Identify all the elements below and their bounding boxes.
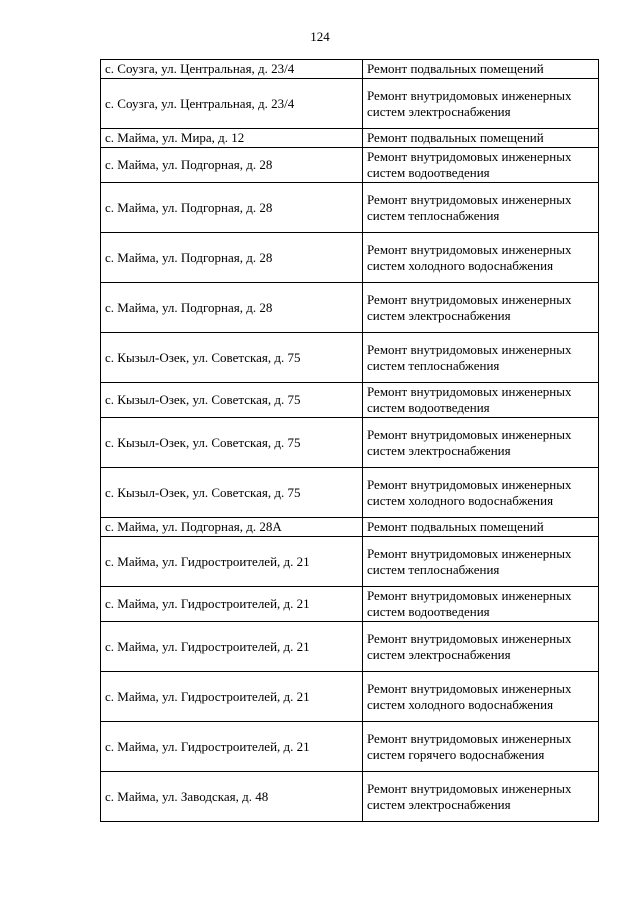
table-row [101,183,599,233]
work-cell: Ремонт внутридомовых инженерных систем теплоснабжения [363,537,599,587]
address-cell: с. Кызыл-Озек, ул. Советская, д. 75 [101,383,363,418]
address-cell: с. Кызыл-Озек, ул. Советская, д. 75 [101,468,363,518]
work-cell: Ремонт внутридомовых инженерных систем теплоснабжения [363,183,599,233]
work-cell: Ремонт подвальных помещений [363,60,599,79]
table-row [101,79,599,129]
table-row [101,537,599,587]
table-row [101,518,599,537]
work-cell: Ремонт внутридомовых инженерных систем горячего водоснабжения [363,722,599,772]
table-row [101,418,599,468]
table-row [101,148,599,183]
table-row [101,672,599,722]
address-cell: с. Майма, ул. Мира, д. 12 [101,129,363,148]
address-cell: с. Майма, ул. Подгорная, д. 28А [101,518,363,537]
page-number: 124 [310,29,330,44]
address-cell: с. Майма, ул. Гидростроителей, д. 21 [101,587,363,622]
works-table [100,59,599,822]
address-cell: с. Майма, ул. Подгорная, д. 28 [101,148,363,183]
address-cell: с. Майма, ул. Гидростроителей, д. 21 [101,537,363,587]
table-row [101,622,599,672]
address-cell: с. Кызыл-Озек, ул. Советская, д. 75 [101,333,363,383]
table-row [101,129,599,148]
work-cell: Ремонт внутридомовых инженерных систем холодного водоснабжения [363,233,599,283]
work-cell: Ремонт внутридомовых инженерных систем электроснабжения [363,79,599,129]
work-cell: Ремонт подвальных помещений [363,129,599,148]
table-row [101,468,599,518]
work-cell: Ремонт внутридомовых инженерных систем водоотведения [363,148,599,183]
work-cell: Ремонт внутридомовых инженерных систем холодного водоснабжения [363,672,599,722]
address-cell: с. Соузга, ул. Центральная, д. 23/4 [101,60,363,79]
work-cell: Ремонт подвальных помещений [363,518,599,537]
address-cell: с. Майма, ул. Подгорная, д. 28 [101,183,363,233]
work-cell: Ремонт внутридомовых инженерных систем холодного водоснабжения [363,468,599,518]
table-row [101,60,599,79]
address-cell: с. Майма, ул. Заводская, д. 48 [101,772,363,822]
work-cell: Ремонт внутридомовых инженерных систем электроснабжения [363,418,599,468]
address-cell: с. Майма, ул. Подгорная, д. 28 [101,283,363,333]
work-cell: Ремонт внутридомовых инженерных систем электроснабжения [363,622,599,672]
work-cell: Ремонт внутридомовых инженерных систем электроснабжения [363,283,599,333]
work-cell: Ремонт внутридомовых инженерных систем электроснабжения [363,772,599,822]
work-cell: Ремонт внутридомовых инженерных систем водоотведения [363,587,599,622]
table-row [101,722,599,772]
address-cell: с. Майма, ул. Гидростроителей, д. 21 [101,722,363,772]
table-row [101,333,599,383]
address-cell: с. Соузга, ул. Центральная, д. 23/4 [101,79,363,129]
table-row [101,587,599,622]
work-cell: Ремонт внутридомовых инженерных систем водоотведения [363,383,599,418]
address-cell: с. Майма, ул. Гидростроителей, д. 21 [101,672,363,722]
table-row [101,772,599,822]
table-row [101,233,599,283]
table-row [101,283,599,333]
address-cell: с. Майма, ул. Гидростроителей, д. 21 [101,622,363,672]
work-cell: Ремонт внутридомовых инженерных систем теплоснабжения [363,333,599,383]
table-row [101,383,599,418]
address-cell: с. Кызыл-Озек, ул. Советская, д. 75 [101,418,363,468]
address-cell: с. Майма, ул. Подгорная, д. 28 [101,233,363,283]
